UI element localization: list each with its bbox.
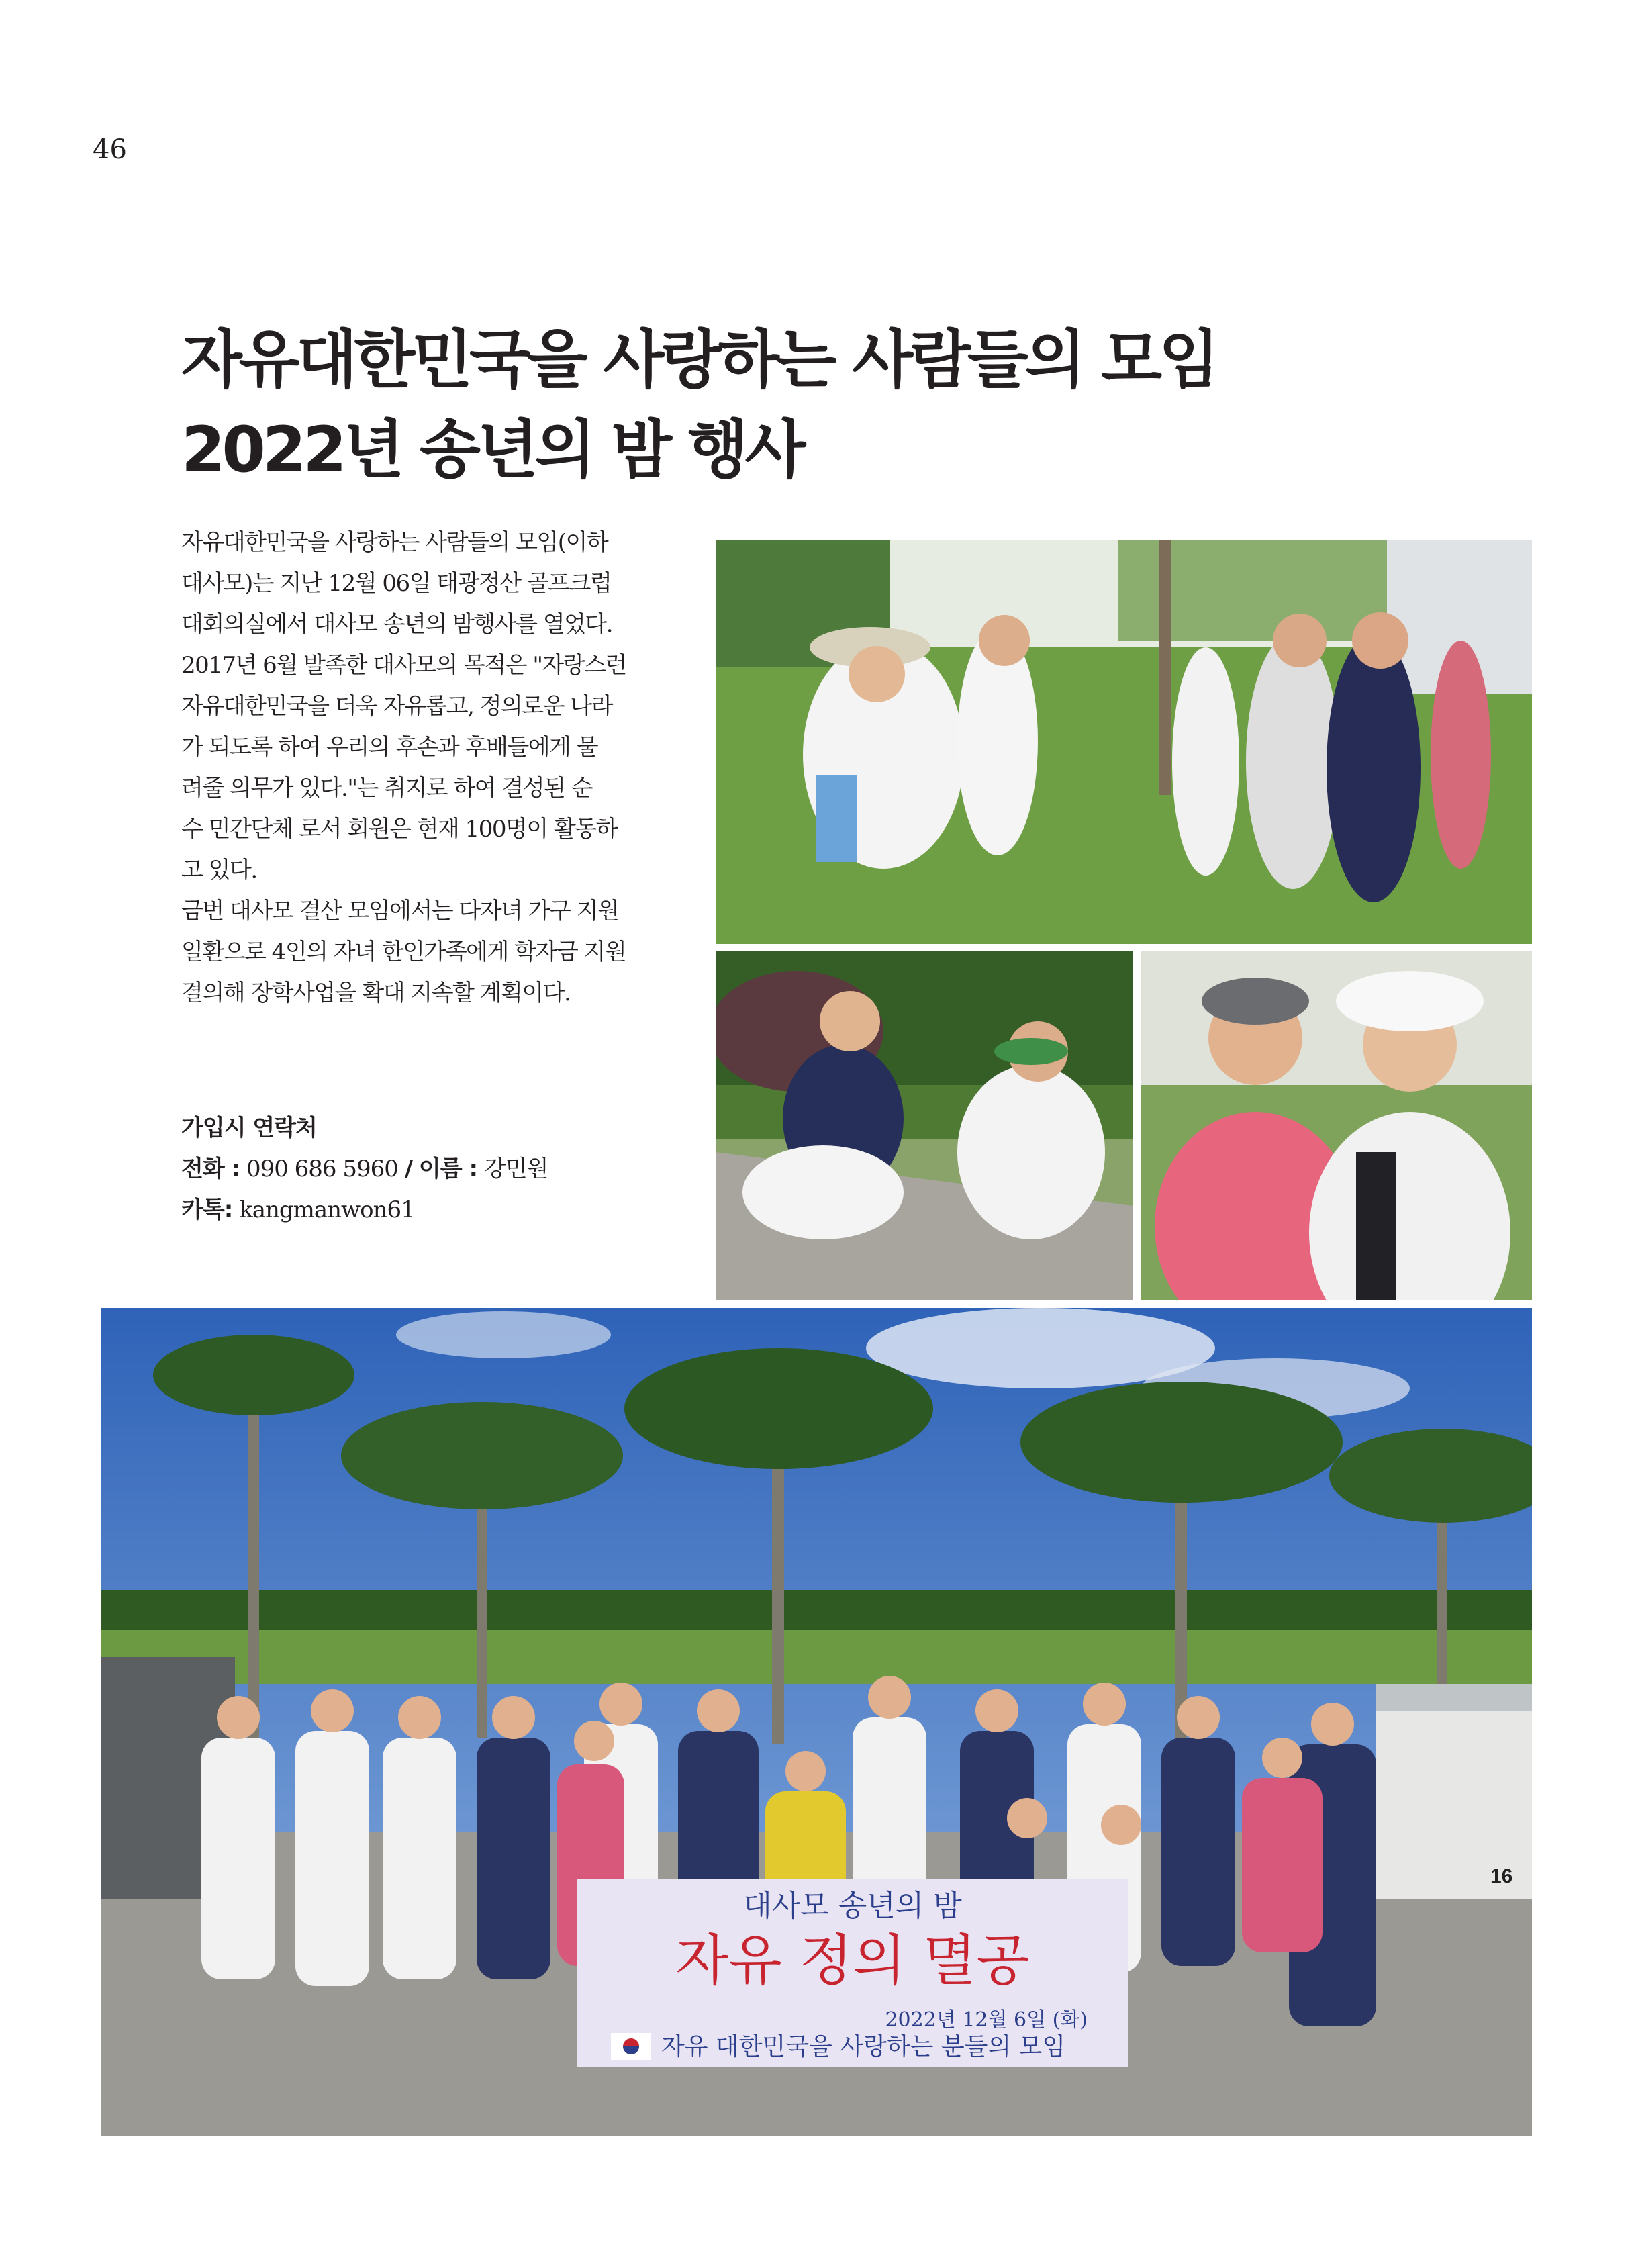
contact-separator: / [404, 1155, 413, 1182]
kakao-value: kangmanwon61 [239, 1196, 415, 1223]
body-line: 일환으로 4인의 자녀 한인가족에게 학자금 지원 [181, 939, 626, 965]
name-label: 이름 : [418, 1155, 478, 1182]
body-line: 결의해 장학사업을 확대 지속할 계획이다. [181, 980, 571, 1006]
banner-line-1: 대사모 송년의 밤 [743, 1889, 962, 1923]
photo-group-with-banner [101, 1308, 1532, 2136]
body-line: 가 되도록 하여 우리의 후손과 후배들에게 물 [181, 734, 598, 761]
article-body [181, 522, 651, 1014]
phone-label: 전화 : [181, 1155, 240, 1182]
title-line-2: 2022년 송년의 밤 행사 [181, 414, 803, 487]
article-title [181, 316, 1216, 495]
body-line: 자유대한민국을 더욱 자유롭고, 정의로운 나라 [181, 693, 613, 720]
contact-heading: 가입시 연락처 [181, 1115, 317, 1141]
body-line: 대사모)는 지난 12월 06일 태광정산 골프크럽 [181, 570, 612, 597]
page-number: 46 [93, 134, 127, 165]
contact-info [181, 1108, 548, 1231]
banner-line-2: 자유 정의 멸공 [675, 1929, 1030, 1993]
photo-men-sitting [716, 951, 1133, 1300]
kakao-label: 카톡: [181, 1196, 233, 1223]
banner-footer: 자유 대한민국을 사랑하는 분들의 모임 [661, 2033, 1066, 2061]
body-line: 수 민간단체 로서 회원은 현재 100명이 활동하 [181, 816, 618, 843]
contact-phone-row [181, 1149, 548, 1190]
body-line: 금번 대사모 결산 모임에서는 다자녀 가구 지원 [181, 898, 619, 925]
title-line-1: 자유대한민국을 사랑하는 사람들의 모임 [181, 324, 1216, 397]
body-line: 고 있다. [181, 857, 257, 884]
cart-number: 16 [1490, 1865, 1513, 1887]
banner-date: 2022년 12월 6일 (화) [885, 2008, 1088, 2032]
body-line: 자유대한민국을 사랑하는 사람들의 모임(이하 [181, 529, 608, 556]
body-line: 려줄 의무가 있다."는 취지로 하여 결성된 순 [181, 775, 593, 802]
name-value: 강민원 [483, 1155, 548, 1182]
photo-golfers-on-course [716, 540, 1532, 944]
korean-flag-icon [611, 2033, 651, 2060]
phone-value: 090 686 5960 [246, 1155, 398, 1182]
body-line: 2017년 6월 발족한 대사모의 목적은 "자랑스런 [181, 652, 626, 679]
event-banner [577, 1879, 1128, 2067]
contact-kakao-row [181, 1190, 548, 1231]
body-line: 대회의실에서 대사모 송년의 밤행사를 열었다. [181, 611, 613, 638]
photo-two-women [1141, 951, 1532, 1300]
